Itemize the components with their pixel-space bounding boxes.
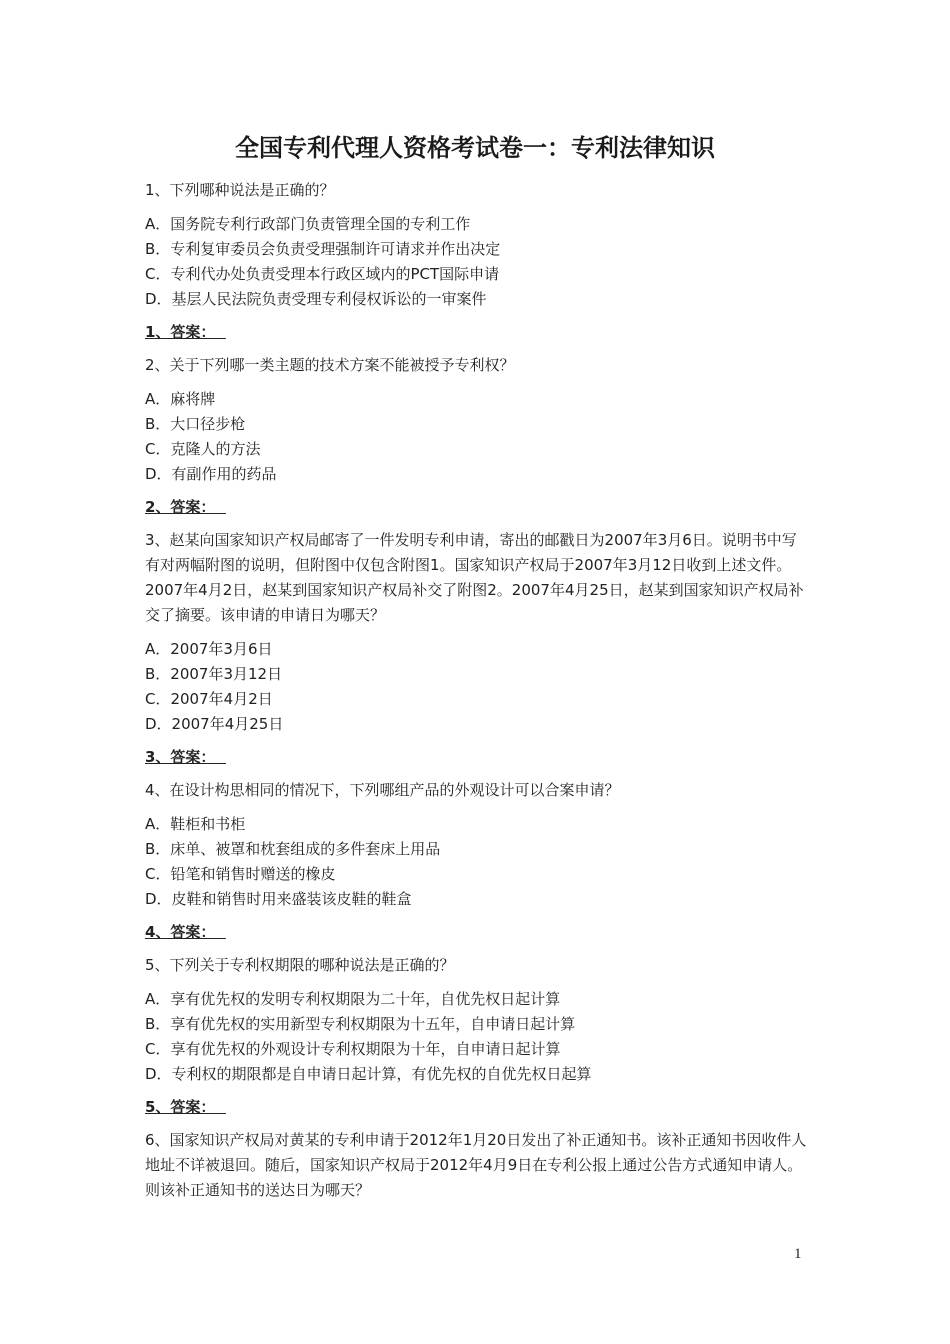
- option-b: B．床单、被罩和枕套组成的多件套床上用品: [145, 840, 441, 858]
- question-5: [145, 953, 810, 1120]
- option-d: D．基层人民法院负责受理专利侵权诉讼的一审案件: [145, 290, 487, 308]
- option-c: C．2007年4月2日: [145, 690, 273, 708]
- option-list: [145, 637, 810, 737]
- option-list: [145, 987, 810, 1087]
- option-d: D．专利权的期限都是自申请日起计算，有优先权的自优先权日起算: [145, 1065, 592, 1083]
- option-c: C．铅笔和销售时赠送的橡皮: [145, 865, 336, 883]
- question-4: [145, 778, 810, 945]
- question-2: [145, 353, 810, 520]
- page-number: 1: [794, 1246, 802, 1262]
- option-d: D．有副作用的药品: [145, 465, 277, 483]
- option-b: B．专利复审委员会负责受理强制许可请求并作出决定: [145, 240, 501, 258]
- answer-label: 1、答案：: [145, 323, 226, 341]
- option-b: B．大口径步枪: [145, 415, 246, 433]
- option-b: B．享有优先权的实用新型专利权期限为十五年，自申请日起计算: [145, 1015, 576, 1033]
- option-b: B．2007年3月12日: [145, 665, 283, 683]
- option-a: A．国务院专利行政部门负责管理全国的专利工作: [145, 215, 471, 233]
- question-list: [145, 178, 810, 1212]
- option-d: D．2007年4月25日: [145, 715, 284, 733]
- question-text: 1、下列哪种说法是正确的？: [145, 181, 335, 199]
- answer-label: 4、答案：: [145, 923, 226, 941]
- question-text: 2、关于下列哪一类主题的技术方案不能被授予专利权？: [145, 356, 515, 374]
- option-a: A．鞋柜和书柜: [145, 815, 246, 833]
- answer-label: 2、答案：: [145, 498, 226, 516]
- question-text: 4、在设计构思相同的情况下，下列哪组产品的外观设计可以合案申请？: [145, 781, 620, 799]
- option-list: [145, 212, 810, 312]
- question-1: [145, 178, 810, 345]
- document-title: 全国专利代理人资格考试卷一：专利法律知识: [235, 134, 715, 162]
- option-list: [145, 812, 810, 912]
- option-list: [145, 387, 810, 487]
- option-c: C．专利代办处负责受理本行政区域内的PCT国际申请: [145, 265, 500, 283]
- option-a: A．享有优先权的发明专利权期限为二十年，自优先权日起计算: [145, 990, 561, 1008]
- option-d: D．皮鞋和销售时用来盛装该皮鞋的鞋盒: [145, 890, 412, 908]
- answer-label: 5、答案：: [145, 1098, 226, 1116]
- option-a: A．麻将牌: [145, 390, 216, 408]
- question-text: 6、国家知识产权局对黄某的专利申请于2012年1月20日发出了补正通知书。该补正通知书因收件人地址不详被退回。随后，国家知识产权局于2012年4月9日在专利公报上通过公告方式通知申请人。则该补正通知书的送达日为哪天？: [145, 1131, 807, 1199]
- question-text: 3、赵某向国家知识产权局邮寄了一件发明专利申请，寄出的邮戳日为2007年3月6日。说明书中写有对两幅附图的说明，但附图中仅包含附图1。国家知识产权局于2007年3月12日收到上述文件。2007年4月2日，赵某到国家知识产权局补交了附图2。2007年4月25日，赵某到国家知识产权局补交了摘要。该申请的申请日为哪天？: [145, 531, 804, 624]
- question-3: [145, 528, 810, 770]
- question-6: [145, 1128, 810, 1203]
- option-a: A．2007年3月6日: [145, 640, 273, 658]
- option-c: C．享有优先权的外观设计专利权期限为十年，自申请日起计算: [145, 1040, 561, 1058]
- answer-label: 3、答案：: [145, 748, 226, 766]
- question-text: 5、下列关于专利权期限的哪种说法是正确的？: [145, 956, 455, 974]
- option-c: C．克隆人的方法: [145, 440, 261, 458]
